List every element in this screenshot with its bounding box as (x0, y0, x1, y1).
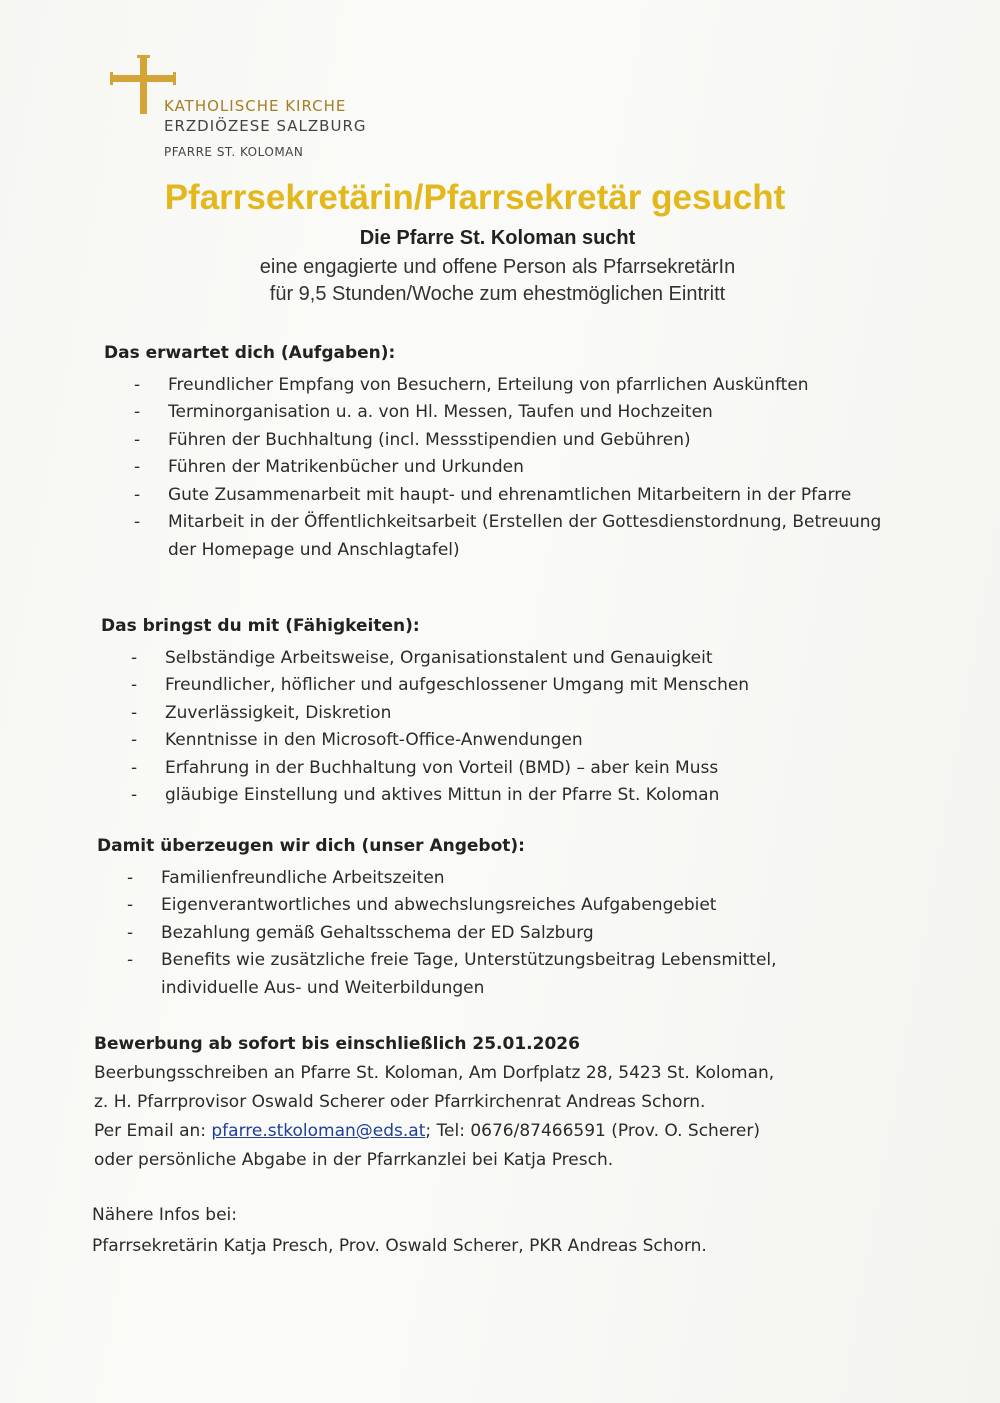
application-dropoff: oder persönliche Abgabe in der Pfarrkanzlei bei Katja Presch. (94, 1150, 614, 1170)
email-link[interactable]: pfarre.stkoloman@eds.at (211, 1121, 426, 1141)
list-item: - Eigenverantwortliches und abwechslungsreiches Aufgabengebiet (127, 895, 717, 915)
list-item: - Erfahrung in der Buchhaltung von Vorteil (BMD) – aber kein Muss (131, 757, 719, 778)
list-item: - Gute Zusammenarbeit mit haupt- und ehrenamtlichen Mitarbeitern in der Pfarre (134, 484, 852, 505)
application-address: Beerbungsschreiben an Pfarre St. Koloman, Am Dorfplatz 28, 5423 St. Koloman, (94, 1063, 775, 1083)
logo-church-name: KATHOLISCHE KIRCHE (164, 97, 347, 115)
logo-diocese-name: ERZDIÖZESE SALZBURG (164, 117, 367, 135)
application-recipients: z. H. Pfarrprovisor Oswald Scherer oder Pfarrkirchenrat Andreas Schorn. (94, 1092, 706, 1112)
more-info (92, 1200, 892, 1262)
list-item: - Führen der Matrikenbücher und Urkunden (134, 457, 524, 477)
phone-text: ; Tel: 0676/87466591 (Prov. O. Scherer) (425, 1121, 760, 1141)
list-item: - Bezahlung gemäß Gehaltsschema der ED Salzburg (127, 922, 594, 943)
section-heading: Das erwartet dich (Aufgaben): (104, 343, 396, 363)
section-heading: Das bringst du mit (Fähigkeiten): (101, 616, 420, 636)
list-item: - Benefits wie zusätzliche freie Tage, Unterstützungsbeitrag Lebensmittel, individuelle Aus- und Weiterbildungen (127, 950, 777, 998)
list-item: - Freundlicher, höflicher und aufgeschlossener Umgang mit Menschen (131, 675, 750, 695)
bullet-list (101, 645, 881, 810)
list-item: - Freundlicher Empfang von Besuchern, Erteilung von pfarrlichen Auskünften (134, 374, 809, 395)
bullet-list (104, 372, 884, 565)
application-contact-line (94, 1117, 894, 1146)
email-label: Per Email an: (94, 1121, 212, 1141)
list-item: - gläubige Einstellung und aktives Mittun in der Pfarre St. Koloman (131, 785, 720, 805)
application-info (94, 1030, 894, 1175)
section-offer (97, 833, 877, 1002)
intro-line: für 9,5 Stunden/Woche zum ehestmöglichen Eintritt (269, 283, 726, 305)
subtitle: Die Pfarre St. Koloman sucht (359, 227, 636, 249)
list-item: - Kenntnisse in den Microsoft-Office-Anwendungen (131, 730, 583, 750)
intro-line: eine engagierte und offene Person als PfarrsekretärIn (259, 256, 736, 278)
list-item: - Terminorganisation u. a. von Hl. Messen, Taufen und Hochzeiten (134, 402, 713, 422)
list-item: - Selbständige Arbeitsweise, Organisationstalent und Genauigkeit (131, 647, 713, 668)
application-heading: Bewerbung ab sofort bis einschließlich 25.01.2026 (94, 1034, 580, 1054)
section-skills (101, 613, 881, 810)
more-info-heading: Nähere Infos bei: (92, 1205, 237, 1225)
bullet-list (97, 865, 877, 1003)
list-item: - Führen der Buchhaltung (incl. Messstipendien und Gebühren) (134, 429, 691, 450)
section-tasks (104, 340, 884, 564)
list-item: - Mitarbeit in der Öffentlichkeitsarbeit (Erstellen der Gottesdienstordnung, Betreuung der Homepage und Anschlagtafel) (134, 512, 882, 560)
list-item: - Zuverlässigkeit, Diskretion (131, 702, 392, 723)
logo-parish-name: PFARRE ST. KOLOMAN (164, 145, 304, 159)
more-info-people: Pfarrsekretärin Katja Presch, Prov. Oswald Scherer, PKR Andreas Schorn. (92, 1236, 707, 1256)
page-title: Pfarrsekretärin/Pfarrsekretär gesucht (164, 178, 786, 217)
section-heading: Damit überzeugen wir dich (unser Angebot): (97, 836, 525, 856)
list-item: - Familienfreundliche Arbeitszeiten (127, 867, 445, 888)
